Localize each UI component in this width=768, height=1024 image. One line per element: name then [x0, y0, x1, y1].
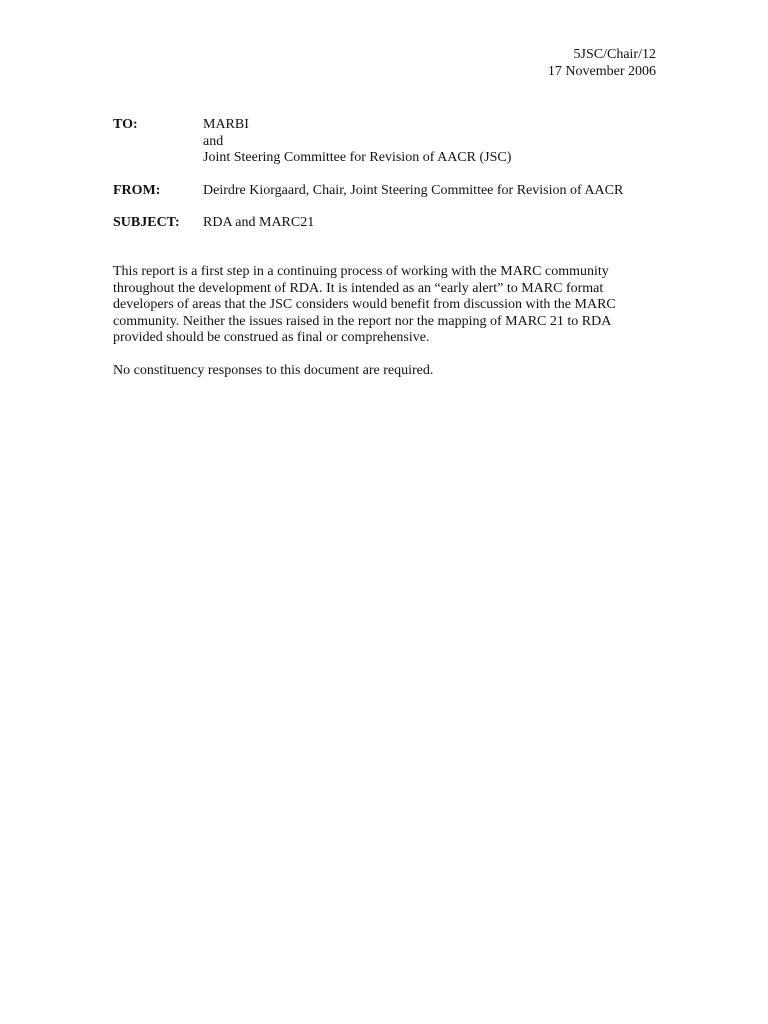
paragraph-line: throughout the development of RDA. It is intended as an “early alert” to MARC format: [113, 280, 604, 296]
memo-subject-value: RDA and MARC21: [203, 215, 315, 230]
memo-to-line: MARBI: [203, 117, 249, 132]
body-paragraph-note: [113, 363, 633, 380]
document-date: 17 November 2006: [547, 63, 656, 79]
memo-subject-label: SUBJECT:: [113, 215, 180, 230]
paragraph-line: developers of areas that the JSC considers would benefit from discussion with the MARC: [113, 297, 616, 312]
memo-to-label: TO:: [113, 117, 138, 132]
document-reference-number: 5JSC/Chair/12: [573, 47, 656, 62]
document-reference-block: [548, 47, 656, 80]
memo-from-label: FROM:: [113, 183, 161, 198]
body-paragraph-intro: [113, 264, 633, 347]
paragraph-line: provided should be construed as final or comprehensive.: [113, 330, 430, 345]
paragraph-line: This report is a first step in a continuing process of working with the MARC community: [113, 264, 609, 279]
memo-to-line: Joint Steering Committee for Revision of AACR (JSC): [203, 150, 512, 165]
paragraph-line: No constituency responses to this document are required.: [113, 363, 434, 378]
memo-to-line: and: [203, 133, 224, 149]
memo-from-value: Deirdre Kiorgaard, Chair, Joint Steering Committee for Revision of AACR: [203, 183, 624, 198]
paragraph-line: community. Neither the issues raised in the report nor the mapping of MARC 21 to RDA: [113, 313, 612, 329]
memo-to-recipients: [203, 117, 673, 167]
